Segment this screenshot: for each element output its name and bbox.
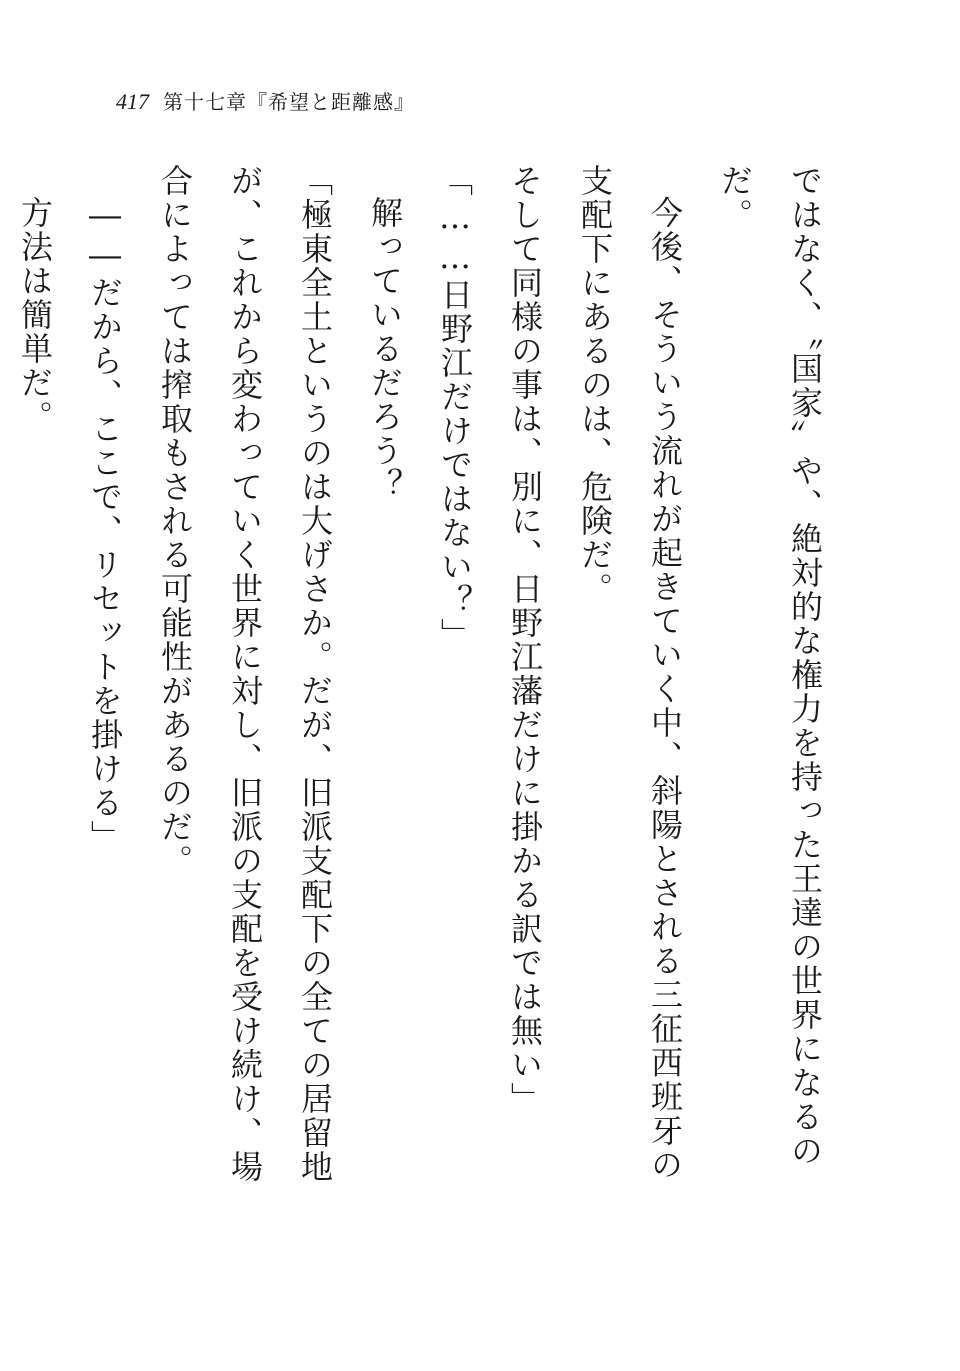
paragraph: ――だから、ここで、リセットを掛ける」 [86, 196, 124, 854]
paragraph: 今後、そういう流れが起きていく中、斜陽とされる三征西班牙の支配下にあるのは、危険だ。 [576, 164, 684, 1182]
paragraph: ではなく、〝国家〟や、絶対的な権力を持った王達の世界になるのだ。 [716, 164, 824, 1168]
running-header [116, 86, 415, 116]
paragraph: 「……日野江だけではない？」 [436, 164, 474, 652]
page-number: 417 [116, 89, 149, 114]
vertical-body-text [16, 164, 840, 1214]
page-margin [0, 1251, 960, 1371]
paragraph: 解っているだろう？ [366, 196, 404, 502]
paragraph: そして同様の事は、別に、日野江藩だけに掛かる訳では無い」 [506, 164, 544, 1116]
chapter-title: 第十七章『希望と距離感』 [163, 90, 415, 114]
paragraph: 方法は簡単だ。 [16, 196, 54, 434]
paragraph: 「極東全土というのは大げさか。だが、旧派支配下の全ての居留地が、これから変わっていく世界に対し、旧派の支配を受け続け、場合によっては搾取もされる可能性があるのだ。 [156, 164, 334, 1184]
